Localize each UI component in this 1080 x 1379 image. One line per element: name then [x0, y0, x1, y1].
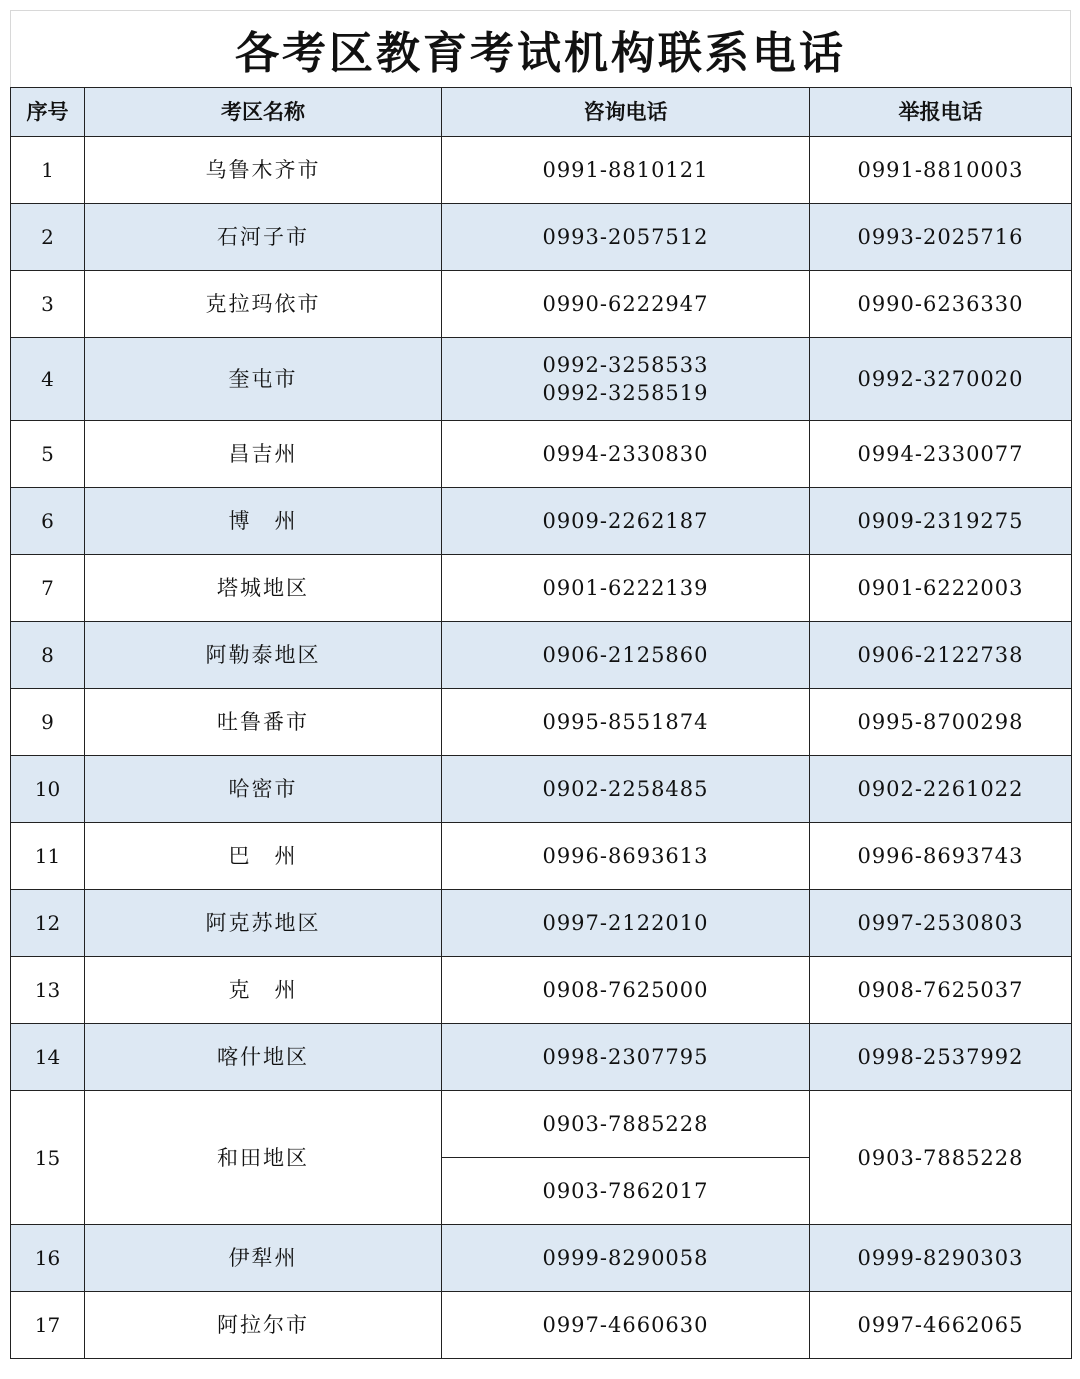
row-report-phone: 0990-6236330 [810, 271, 1072, 338]
table-row [11, 1225, 1072, 1292]
table-row [11, 890, 1072, 957]
row-seq: 16 [11, 1225, 85, 1292]
table-row [11, 271, 1072, 338]
row-consult-phone: 0997-4660630 [442, 1292, 810, 1359]
row-seq: 5 [11, 421, 85, 488]
row-report-phone: 0903-7885228 [810, 1091, 1072, 1225]
table-row [11, 756, 1072, 823]
table-row [11, 555, 1072, 622]
row-seq: 1 [11, 137, 85, 204]
row-consult-phone [442, 338, 810, 421]
row-consult-phone: 0909-2262187 [442, 488, 810, 555]
row-region: 克 州 [85, 957, 442, 1024]
row-seq: 13 [11, 957, 85, 1024]
row-region: 阿勒泰地区 [85, 622, 442, 689]
row-region: 博 州 [85, 488, 442, 555]
header-consult-phone: 咨询电话 [442, 88, 810, 137]
row-region: 喀什地区 [85, 1024, 442, 1091]
row-report-phone: 0998-2537992 [810, 1024, 1072, 1091]
header-report-phone: 举报电话 [810, 88, 1072, 137]
row-consult-phone: 0903-7885228 [442, 1091, 810, 1158]
row-region: 伊犁州 [85, 1225, 442, 1292]
row-seq: 7 [11, 555, 85, 622]
contact-table [10, 87, 1072, 1359]
header-region: 考区名称 [85, 88, 442, 137]
table-row [11, 622, 1072, 689]
row-seq: 8 [11, 622, 85, 689]
row-region: 阿拉尔市 [85, 1292, 442, 1359]
row-seq: 10 [11, 756, 85, 823]
row-consult-phone: 0906-2125860 [442, 622, 810, 689]
row-region: 哈密市 [85, 756, 442, 823]
row-region: 昌吉州 [85, 421, 442, 488]
row-consult-phone: 0991-8810121 [442, 137, 810, 204]
row-seq: 2 [11, 204, 85, 271]
row-seq: 14 [11, 1024, 85, 1091]
row-seq: 17 [11, 1292, 85, 1359]
row-report-phone: 0908-7625037 [810, 957, 1072, 1024]
table-header-row [11, 88, 1072, 137]
row-consult-phone: 0903-7862017 [442, 1158, 810, 1225]
row-consult-phone: 0902-2258485 [442, 756, 810, 823]
row-consult-phone: 0996-8693613 [442, 823, 810, 890]
consult-phone-line: 0992-3258519 [542, 381, 709, 405]
row-report-phone: 0999-8290303 [810, 1225, 1072, 1292]
row-report-phone: 0902-2261022 [810, 756, 1072, 823]
table-row [11, 1024, 1072, 1091]
row-consult-phone: 0998-2307795 [442, 1024, 810, 1091]
table-row [11, 488, 1072, 555]
row-consult-phone: 0908-7625000 [442, 957, 810, 1024]
row-report-phone: 0994-2330077 [810, 421, 1072, 488]
consult-phone-line: 0992-3258533 [542, 353, 709, 377]
table-row [11, 689, 1072, 756]
row-seq: 15 [11, 1091, 85, 1225]
table-row [11, 1091, 1072, 1158]
row-seq: 6 [11, 488, 85, 555]
row-report-phone: 0909-2319275 [810, 488, 1072, 555]
header-seq: 序号 [11, 88, 85, 137]
row-seq: 12 [11, 890, 85, 957]
row-seq: 9 [11, 689, 85, 756]
row-consult-phone: 0997-2122010 [442, 890, 810, 957]
row-consult-phone: 0994-2330830 [442, 421, 810, 488]
row-report-phone: 0997-2530803 [810, 890, 1072, 957]
row-consult-phone: 0999-8290058 [442, 1225, 810, 1292]
row-report-phone: 0997-4662065 [810, 1292, 1072, 1359]
row-consult-phone: 0901-6222139 [442, 555, 810, 622]
table-row [11, 338, 1072, 421]
page-title: 各考区教育考试机构联系电话 [10, 10, 1071, 87]
row-seq: 11 [11, 823, 85, 890]
row-report-phone: 0995-8700298 [810, 689, 1072, 756]
row-consult-phone: 0993-2057512 [442, 204, 810, 271]
row-region: 吐鲁番市 [85, 689, 442, 756]
table-row [11, 1292, 1072, 1359]
row-region: 塔城地区 [85, 555, 442, 622]
contact-sheet [10, 10, 1071, 1371]
row-region: 阿克苏地区 [85, 890, 442, 957]
row-region: 巴 州 [85, 823, 442, 890]
table-row [11, 823, 1072, 890]
row-report-phone: 0991-8810003 [810, 137, 1072, 204]
row-region: 和田地区 [85, 1091, 442, 1225]
table-row [11, 204, 1072, 271]
row-seq: 4 [11, 338, 85, 421]
table-row [11, 957, 1072, 1024]
row-consult-phone: 0995-8551874 [442, 689, 810, 756]
row-region: 乌鲁木齐市 [85, 137, 442, 204]
table-row [11, 137, 1072, 204]
row-report-phone: 0993-2025716 [810, 204, 1072, 271]
row-region: 石河子市 [85, 204, 442, 271]
row-report-phone: 0901-6222003 [810, 555, 1072, 622]
row-seq: 3 [11, 271, 85, 338]
row-region: 奎屯市 [85, 338, 442, 421]
table-row [11, 421, 1072, 488]
row-region: 克拉玛依市 [85, 271, 442, 338]
row-report-phone: 0996-8693743 [810, 823, 1072, 890]
row-report-phone: 0992-3270020 [810, 338, 1072, 421]
row-consult-phone: 0990-6222947 [442, 271, 810, 338]
row-report-phone: 0906-2122738 [810, 622, 1072, 689]
